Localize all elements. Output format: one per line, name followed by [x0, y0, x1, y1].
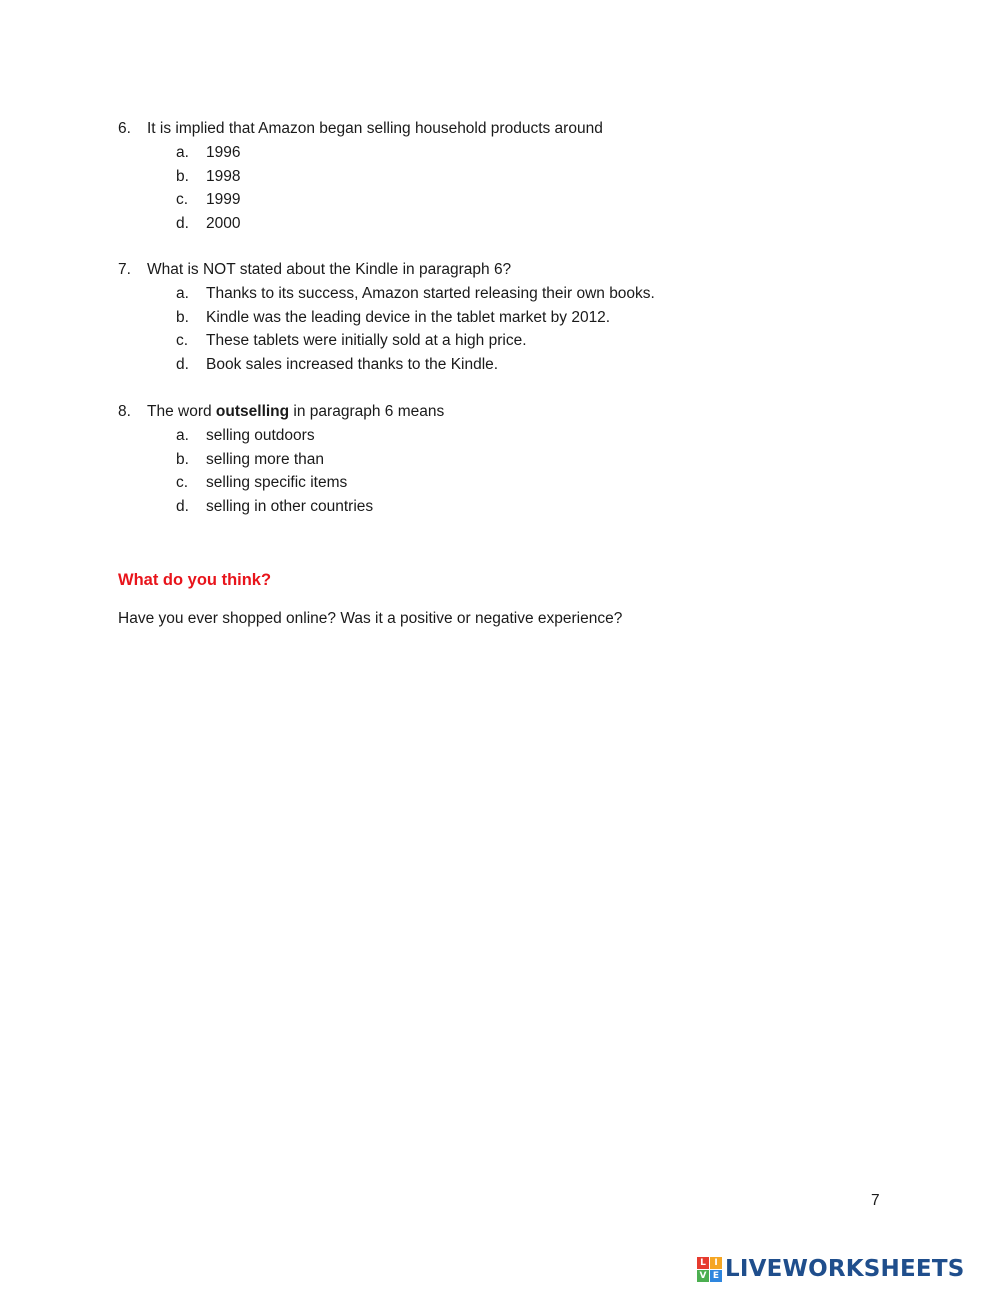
option-letter: d.: [176, 356, 189, 374]
option-letter: a.: [176, 427, 189, 444]
option-letter: d.: [176, 498, 189, 516]
option-c[interactable]: [176, 329, 655, 353]
option-text: Kindle was the leading device in the tablet market by 2012.: [206, 308, 611, 326]
option-text: selling more than: [206, 450, 325, 468]
option-d[interactable]: [176, 495, 444, 519]
option-c[interactable]: [176, 188, 603, 212]
option-text: selling outdoors: [206, 427, 315, 444]
question-number: 8.: [118, 403, 131, 420]
option-d[interactable]: [176, 353, 655, 377]
option-b[interactable]: [176, 448, 444, 472]
option-text: 2000: [206, 215, 241, 233]
option-text: selling specific items: [206, 474, 348, 492]
question-7-stem: [118, 258, 655, 282]
option-c[interactable]: [176, 471, 444, 495]
option-a[interactable]: [176, 424, 444, 448]
logo-tile-l: L: [697, 1257, 709, 1269]
question-8-options: [176, 424, 444, 519]
option-letter: c.: [176, 474, 189, 492]
option-letter: c.: [176, 332, 189, 350]
option-text: Book sales increased thanks to the Kindle.: [206, 356, 499, 374]
option-letter: c.: [176, 191, 189, 209]
option-a[interactable]: [176, 282, 655, 306]
option-text: 1998: [206, 167, 241, 185]
option-b[interactable]: [176, 165, 603, 189]
question-6-options: [176, 141, 603, 236]
option-letter: a.: [176, 285, 189, 302]
option-text: 1996: [206, 144, 241, 161]
question-text: What is NOT stated about the Kindle in paragraph 6?: [147, 261, 512, 278]
question-text-after: in paragraph 6 means: [289, 403, 445, 420]
keyword-outselling: outselling: [215, 403, 290, 420]
section-title: What do you think?: [118, 571, 272, 589]
logo-tile-v: V: [697, 1270, 709, 1282]
option-b[interactable]: [176, 306, 655, 330]
question-number: 7.: [118, 261, 131, 278]
option-letter: d.: [176, 215, 189, 233]
question-7: [118, 258, 655, 377]
logo-tile-e: E: [710, 1270, 722, 1282]
page-number: 7: [871, 1192, 880, 1209]
option-text: 1999: [206, 191, 241, 209]
logo-tile-i: I: [710, 1257, 722, 1269]
option-letter: b.: [176, 450, 189, 468]
liveworksheets-logo[interactable]: [697, 1256, 964, 1282]
option-text: These tablets were initially sold at a high price.: [206, 332, 527, 350]
option-text: selling in other countries: [206, 498, 374, 516]
question-6-stem: [118, 117, 603, 141]
logo-text: LIVEWORKSHEETS: [725, 1256, 965, 1282]
question-text-before: The word: [147, 403, 216, 420]
option-text: Thanks to its success, Amazon started releasing their own books.: [206, 285, 655, 302]
question-6: [118, 117, 603, 236]
question-8-stem: [118, 400, 444, 424]
option-letter: b.: [176, 308, 189, 326]
question-text: [147, 400, 444, 424]
question-number: 6.: [118, 120, 131, 137]
discussion-prompt: Have you ever shopped online? Was it a positive or negative experience?: [118, 610, 623, 627]
question-7-options: [176, 282, 655, 377]
option-letter: b.: [176, 167, 189, 185]
option-d[interactable]: [176, 212, 603, 236]
live-tiles-icon: [697, 1257, 722, 1282]
question-text: It is implied that Amazon began selling household products around: [147, 120, 603, 137]
option-a[interactable]: [176, 141, 603, 165]
option-letter: a.: [176, 144, 189, 161]
question-8: [118, 400, 444, 519]
